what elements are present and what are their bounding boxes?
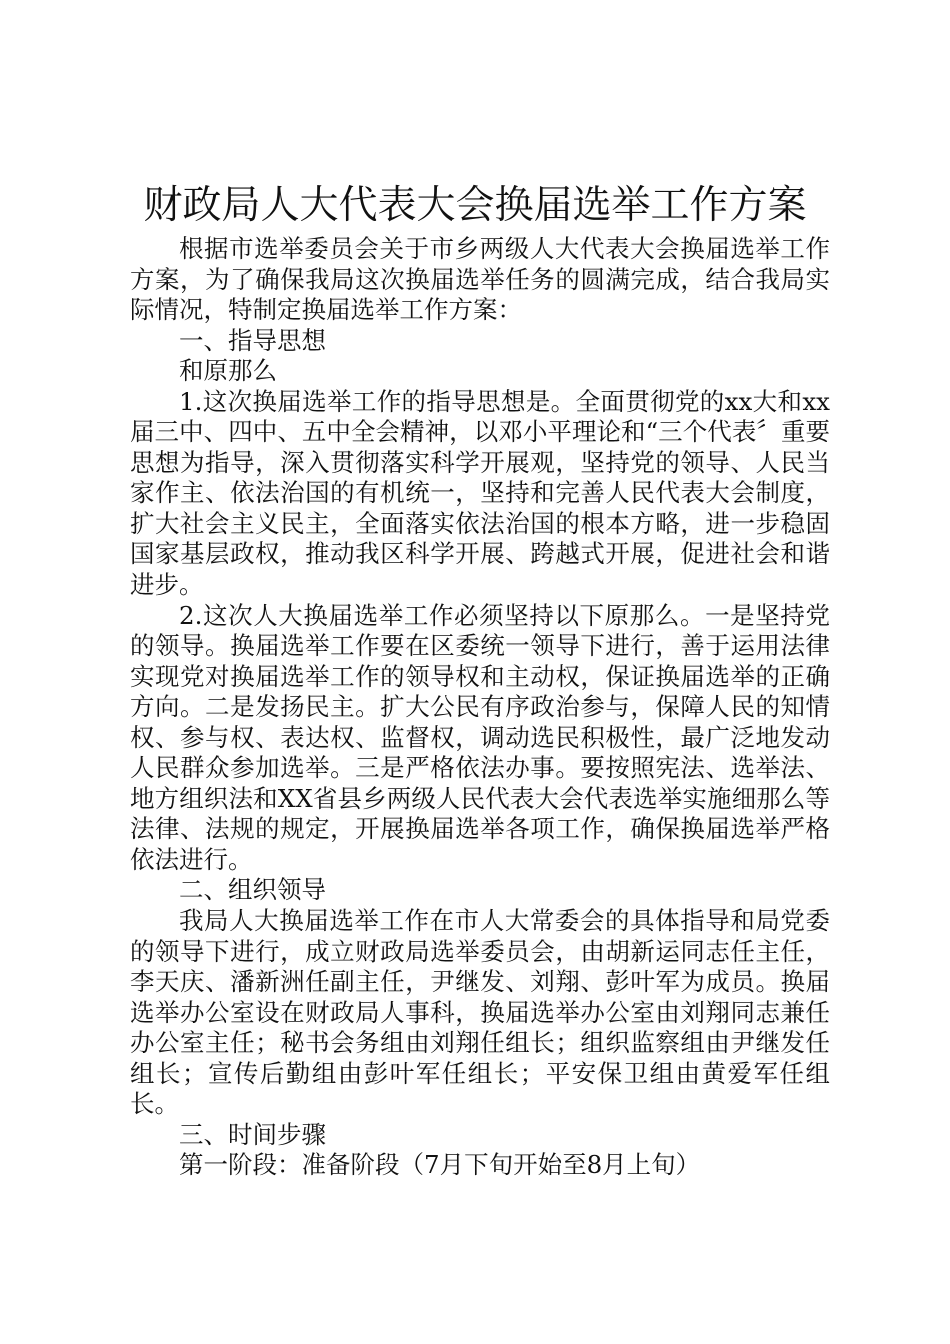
- schedule-phase-one: 第一阶段：准备阶段（7月下旬开始至8月上旬）: [179, 1150, 701, 1180]
- section-heading-guiding-ideology: 一、指导思想: [179, 325, 326, 355]
- intro-paragraph: 根据市选举委员会关于市乡两级人大代表大会换届选举工作方案，为了确保我局这次换届选举任务的圆满完成，结合我局实际情况，特制定换届选举工作方案：: [130, 234, 830, 325]
- section-heading-schedule: 三、时间步骤: [179, 1119, 326, 1149]
- section-heading-organization: 二、组织领导: [179, 875, 326, 905]
- principles-paragraph: 2.这次人大换届选举工作必须坚持以下原那么。一是坚持党的领导。换届选举工作要在区委统一领导下进行，善于运用法律实现党对换届选举工作的领导权和主动权，保证换届选举的正确方向。二是发扬民主。扩大公民有序政治参与，保障人民的知情权、参与权、表达权、监督权，调动选民积极性，最广泛地发动人民群众参加选举。三是严格依法办事。要按照宪法、选举法、地方组织法和XX省县乡两级人民代表大会代表选举实施细那么等法律、法规的规定，开展换届选举各项工作，确保换届选举严格依法进行。: [130, 600, 830, 874]
- document-body: [130, 234, 830, 1181]
- guiding-ideology-paragraph: 1.这次换届选举工作的指导思想是。全面贯彻党的xx大和xx届三中、四中、五中全会精神，以邓小平理论和“三个代表〞重要思想为指导，深入贯彻落实科学开展观，坚持党的领导、人民当家作主、依法治国的有机统一，坚持和完善人民代表大会制度，扩大社会主义民主，全面落实依法治国的根本方略，进一步稳固国家基层政权，推动我区科学开展、跨越式开展，促进社会和谐进步。: [130, 386, 830, 600]
- organization-paragraph: 我局人大换届选举工作在市人大常委会的具体指导和局党委的领导下进行，成立财政局选举委员会，由胡新运同志任主任，李天庆、潘新洲任副主任，尹继发、刘翔、彭叶军为成员。换届选举办公室设在财政局人事科，换届选举办公室由刘翔同志兼任办公室主任；秘书会务组由刘翔任组长；组织监察组由尹继发任组长；宣传后勤组由彭叶军任组长；平安保卫组由黄爱军任组长。: [130, 906, 830, 1119]
- section-heading-principles: 和原那么: [179, 356, 277, 386]
- document-title: 财政局人大代表大会换届选举工作方案: [143, 183, 807, 228]
